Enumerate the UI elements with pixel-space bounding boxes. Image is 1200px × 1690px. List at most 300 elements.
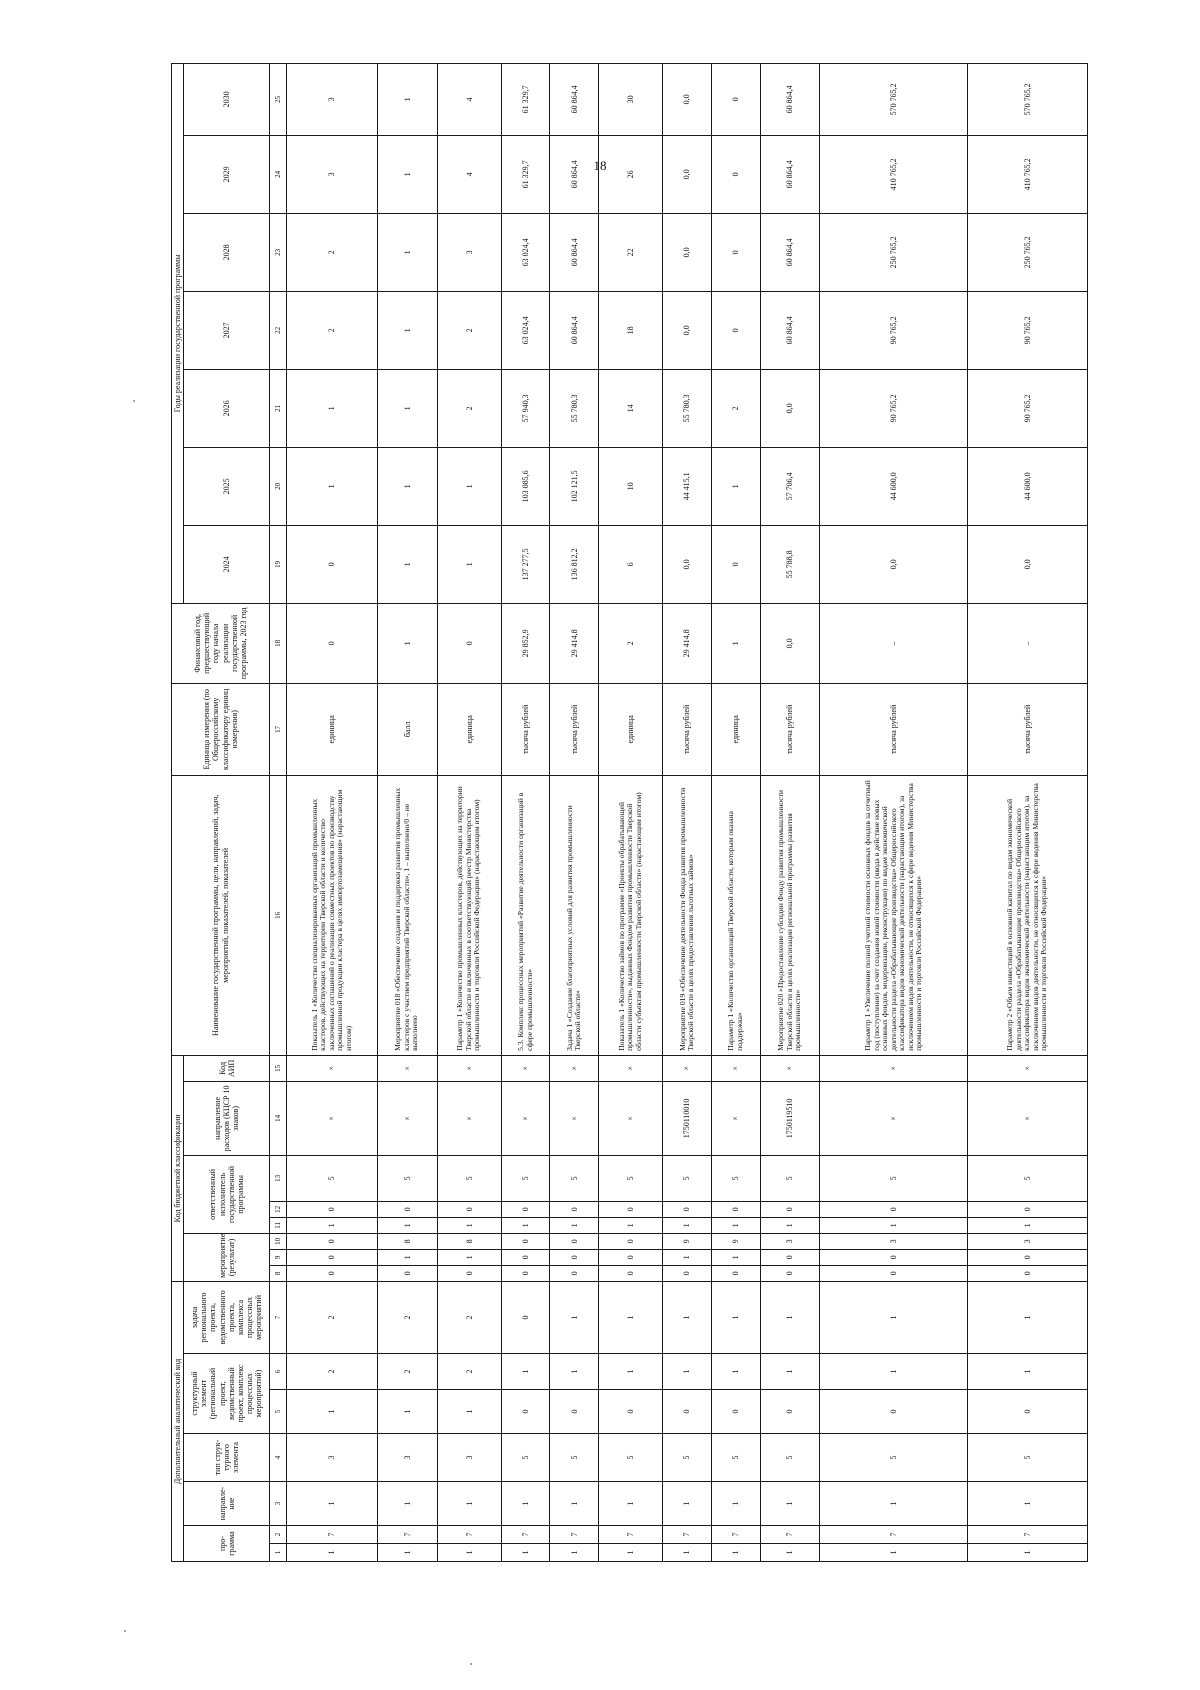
column-number: 13 [270, 1155, 287, 1201]
year-value: 0,0 [968, 525, 1088, 603]
code-cell: 1 [711, 1217, 760, 1233]
year-value: 1 [377, 447, 437, 525]
unit-cell: балл [377, 683, 437, 775]
code-cell: × [287, 1081, 378, 1155]
header-year: 2024 [184, 525, 270, 603]
code-cell: × [711, 1055, 760, 1081]
year-value: 44 415,1 [663, 447, 712, 525]
rotated-table [171, 83, 1088, 1562]
code-cell: 0 [599, 1265, 663, 1281]
year-value: 26 [599, 135, 663, 213]
year-value: 1 [437, 525, 501, 603]
column-number: 18 [270, 603, 287, 683]
column-number: 22 [270, 291, 287, 369]
header-year: 2025 [184, 447, 270, 525]
base-year-value: 0,0 [760, 603, 820, 683]
unit-cell: единица [711, 683, 760, 775]
year-value: 2 [287, 291, 378, 369]
code-cell: × [711, 1081, 760, 1155]
code-cell: 1 [377, 1217, 437, 1233]
table-body [287, 63, 1088, 1561]
code-cell: 0 [501, 1201, 550, 1217]
code-cell: 3 [968, 1233, 1088, 1249]
year-value: 0,0 [760, 369, 820, 447]
year-value: 2 [437, 291, 501, 369]
code-cell: 3 [760, 1233, 820, 1249]
code-cell: 0 [820, 1390, 968, 1434]
year-value: 136 812,2 [550, 525, 599, 603]
scan-speck [124, 1630, 126, 1632]
column-number: 15 [270, 1055, 287, 1081]
code-cell: × [663, 1055, 712, 1081]
table-row [437, 63, 501, 1561]
code-cell: 0 [501, 1390, 550, 1434]
year-value: 60 864,4 [760, 213, 820, 291]
code-cell: 1 [663, 1544, 712, 1562]
code-cell: 1 [968, 1544, 1088, 1562]
column-number: 24 [270, 135, 287, 213]
code-cell: 1 [550, 1354, 599, 1390]
code-cell: 5 [287, 1155, 378, 1201]
base-year-value: 29 414,8 [550, 603, 599, 683]
code-cell: 0 [501, 1249, 550, 1265]
base-year-value: 0 [287, 603, 378, 683]
table-row [760, 63, 820, 1561]
code-cell: 1 [760, 1482, 820, 1526]
code-cell: 3 [437, 1434, 501, 1482]
row-name: Задача 1 «Создание благоприятных условий для развития промышленности Тверской области» [550, 775, 599, 1055]
code-cell: 0 [599, 1390, 663, 1434]
code-cell: 0 [711, 1265, 760, 1281]
code-cell: 1 [711, 1249, 760, 1265]
year-value: 0,0 [663, 135, 712, 213]
year-value: 1 [711, 447, 760, 525]
code-cell: 0 [968, 1249, 1088, 1265]
header-year: 2027 [184, 291, 270, 369]
code-cell: 1 [820, 1217, 968, 1233]
column-numbers-row [270, 63, 287, 1561]
column-number: 4 [270, 1434, 287, 1482]
code-cell: 1750119510 [760, 1081, 820, 1155]
header-year: 2028 [184, 213, 270, 291]
header-direction: направле-ние [184, 1482, 270, 1526]
year-value: 2 [711, 369, 760, 447]
year-value: 1 [377, 291, 437, 369]
code-cell: 1 [437, 1217, 501, 1233]
code-cell: 1 [599, 1217, 663, 1233]
code-cell: 1 [599, 1482, 663, 1526]
column-number: 6 [270, 1354, 287, 1390]
column-number: 1 [270, 1544, 287, 1562]
row-name: Параметр 1 «Количество организаций Тверской области, которым оказана поддержка» [711, 775, 760, 1055]
table-row [663, 63, 712, 1561]
code-cell: × [550, 1055, 599, 1081]
unit-cell: тысяча рублей [820, 683, 968, 775]
code-cell: × [501, 1055, 550, 1081]
row-name: Параметр 2 «Объем инвестиций в основной капитал по видам экономической деятельности раздела «Обрабатывающие производства» Общероссийского классификатора видов экономической деятельности (нарастающим итогом), за исключением видов деятельности, не относящихся к сфере ведения Министерства промышленности и торговли Российской Федерации» [968, 775, 1088, 1055]
row-name: Мероприятие 020 «Предоставление субсидии Фонду развития промышленности Тверской области в целях реализации региональной программы развития промышленности» [760, 775, 820, 1055]
code-cell: 1 [550, 1544, 599, 1562]
year-value: 61 329,7 [501, 135, 550, 213]
code-cell: 2 [287, 1281, 378, 1353]
year-value: 103 085,6 [501, 447, 550, 525]
column-number: 23 [270, 213, 287, 291]
code-cell: 5 [550, 1155, 599, 1201]
code-cell: 3 [287, 1434, 378, 1482]
year-value: 2 [287, 213, 378, 291]
code-cell: 5 [663, 1155, 712, 1201]
scan-speck [470, 1663, 472, 1665]
code-cell: 5 [377, 1155, 437, 1201]
code-cell: 0 [820, 1249, 968, 1265]
row-name: Мероприятие 018 «Обеспечение создания и поддержки развития промышленных кластеров с участием предприятий Тверской области», 1 – выполнено/0 – не выполнено [377, 775, 437, 1055]
code-cell: 0 [550, 1201, 599, 1217]
code-cell: 1 [599, 1281, 663, 1353]
row-name: Параметр 1 «Увеличение полной учетной стоимости основных фондов за отчетный год (поступление) за счет создания новой стоимости (ввода в действие новых основных фондов, модернизации, реконструкции) по видам экономической деятельности раздела «Обрабатывающие производства» Общероссийского классификатора видов экономической деятельности (нарастающим итогом), за исключением видов деятельности, не относящихся к сфере ведения Министерства промышленности и торговли Российской Федерации» [820, 775, 968, 1055]
base-year-value: 0 [437, 603, 501, 683]
code-cell: 5 [437, 1155, 501, 1201]
code-cell: 1 [501, 1354, 550, 1390]
code-cell: × [437, 1081, 501, 1155]
year-value: 1 [377, 135, 437, 213]
code-cell: 0 [377, 1265, 437, 1281]
code-cell: 1 [663, 1354, 712, 1390]
code-cell: 5 [599, 1434, 663, 1482]
code-cell: 0 [287, 1233, 378, 1249]
table-row [550, 63, 599, 1561]
column-number: 21 [270, 369, 287, 447]
header-addl-code: Дополнительный аналитический код [172, 1281, 184, 1561]
row-name: 5.3. Комплекс процессных мероприятий «Развитие деятельности организаций в сфере промышленности» [501, 775, 550, 1055]
code-cell: 0 [760, 1201, 820, 1217]
code-cell: 0 [760, 1265, 820, 1281]
code-cell: 1 [550, 1281, 599, 1353]
year-value: 60 864,4 [760, 291, 820, 369]
year-value: 6 [599, 525, 663, 603]
column-number: 25 [270, 63, 287, 135]
table-head [172, 63, 287, 1561]
header-aip-code: Код АИП [184, 1055, 270, 1081]
year-value: 60 864,4 [550, 291, 599, 369]
year-value: 4 [437, 63, 501, 135]
column-number: 2 [270, 1526, 287, 1544]
year-value: 57 940,3 [501, 369, 550, 447]
header-unit: Единица измерения (по Общероссийскому классификатору единиц измерения) [172, 683, 270, 775]
code-cell: 7 [760, 1526, 820, 1544]
header-program: про-грамма [184, 1526, 270, 1562]
code-cell: × [968, 1081, 1088, 1155]
base-year-value: – [820, 603, 968, 683]
code-cell: × [820, 1081, 968, 1155]
code-cell: 1 [711, 1544, 760, 1562]
year-value: 90 765,2 [820, 291, 968, 369]
code-cell: 2 [437, 1354, 501, 1390]
base-year-value: 29 414,8 [663, 603, 712, 683]
code-cell: 5 [711, 1434, 760, 1482]
year-value: 0 [711, 135, 760, 213]
code-cell: 0 [599, 1201, 663, 1217]
code-cell: 5 [968, 1155, 1088, 1201]
code-cell: 1 [377, 1249, 437, 1265]
column-number: 17 [270, 683, 287, 775]
header-year: 2030 [184, 63, 270, 135]
year-value: 137 277,5 [501, 525, 550, 603]
code-cell: 5 [663, 1434, 712, 1482]
header-expense-direction: направление расходов (КЦСР 10 знаков) [184, 1081, 270, 1155]
year-value: 61 329,7 [501, 63, 550, 135]
header-year: 2029 [184, 135, 270, 213]
year-value: 1 [377, 525, 437, 603]
unit-cell: тысяча рублей [663, 683, 712, 775]
code-cell: 1 [711, 1354, 760, 1390]
table-row [377, 63, 437, 1561]
year-value: 60 864,4 [550, 63, 599, 135]
column-number: 20 [270, 447, 287, 525]
year-value: 60 864,4 [760, 135, 820, 213]
code-cell: × [287, 1055, 378, 1081]
base-year-value: 1 [377, 603, 437, 683]
code-cell: 0 [760, 1390, 820, 1434]
year-value: 570 765,2 [820, 63, 968, 135]
year-value: 1 [437, 447, 501, 525]
year-value: 0,0 [663, 63, 712, 135]
year-value: 1 [377, 369, 437, 447]
year-value: 1 [377, 213, 437, 291]
code-cell: 0 [968, 1390, 1088, 1434]
code-cell: 2 [377, 1354, 437, 1390]
code-cell: 1 [760, 1281, 820, 1353]
code-cell: 0 [820, 1265, 968, 1281]
code-cell: 0 [711, 1201, 760, 1217]
row-name: Показатель 1 «Количество займов по программе «Проекты обрабатывающей промышленности», выданных Фондом развития промышленности Тверской области субъектам промышленности Тверской области» (нарастающим итогом) [599, 775, 663, 1055]
base-year-value: – [968, 603, 1088, 683]
year-value: 250 765,2 [968, 213, 1088, 291]
year-value: 2 [437, 369, 501, 447]
code-cell: 7 [501, 1526, 550, 1544]
code-cell: × [377, 1055, 437, 1081]
year-value: 55 788,8 [760, 525, 820, 603]
code-cell: 7 [820, 1526, 968, 1544]
header-task: задача регионального проекта, ведомственного проекта, комплекса процессных мероприятий [184, 1281, 270, 1353]
code-cell: 1 [377, 1390, 437, 1434]
code-cell: 1 [599, 1544, 663, 1562]
code-cell: 7 [968, 1526, 1088, 1544]
year-value: 570 765,2 [968, 63, 1088, 135]
code-cell: 0 [711, 1390, 760, 1434]
code-cell: 5 [711, 1155, 760, 1201]
year-value: 63 024,4 [501, 291, 550, 369]
code-cell: 0 [968, 1265, 1088, 1281]
code-cell: 0 [550, 1249, 599, 1265]
code-cell: 0 [599, 1233, 663, 1249]
code-cell: 5 [501, 1155, 550, 1201]
code-cell: 1 [550, 1217, 599, 1233]
year-value: 14 [599, 369, 663, 447]
table-row [599, 63, 663, 1561]
code-cell: 0 [663, 1265, 712, 1281]
code-cell: 0 [820, 1201, 968, 1217]
code-cell: 0 [287, 1249, 378, 1265]
code-cell: 0 [599, 1249, 663, 1265]
base-year-value: 2 [599, 603, 663, 683]
code-cell: × [599, 1055, 663, 1081]
code-cell: 1 [287, 1544, 378, 1562]
year-value: 102 121,5 [550, 447, 599, 525]
table-row [711, 63, 760, 1561]
base-year-value: 1 [711, 603, 760, 683]
code-cell: 9 [711, 1233, 760, 1249]
code-cell: × [437, 1055, 501, 1081]
code-cell: 1 [437, 1482, 501, 1526]
header-name: Наименование государственной программы, цели, направлений, задач, мероприятий, показателей, показателей [172, 775, 270, 1055]
code-cell: 5 [968, 1434, 1088, 1482]
year-value: 250 765,2 [820, 213, 968, 291]
code-cell: 0 [287, 1201, 378, 1217]
code-cell: 1 [820, 1544, 968, 1562]
code-cell: 5 [501, 1434, 550, 1482]
code-cell: × [820, 1055, 968, 1081]
header-years-title: Годы реализации государственной программы [172, 63, 184, 603]
header-budget-code: Код бюджетной классификации [172, 1055, 184, 1281]
year-value: 0,0 [820, 525, 968, 603]
header-responsible: ответственный исполнитель государственной программы [184, 1155, 270, 1233]
code-cell: 1 [820, 1482, 968, 1526]
year-value: 0 [711, 63, 760, 135]
code-cell: 0 [550, 1390, 599, 1434]
code-cell: 1 [760, 1544, 820, 1562]
code-cell: 0 [437, 1201, 501, 1217]
year-value: 410 765,2 [968, 135, 1088, 213]
code-cell: 1 [287, 1482, 378, 1526]
column-number: 10 [270, 1233, 287, 1249]
unit-cell: тысяча рублей [550, 683, 599, 775]
year-value: 4 [437, 135, 501, 213]
year-value: 90 765,2 [968, 369, 1088, 447]
year-value: 18 [599, 291, 663, 369]
code-cell: 1 [663, 1482, 712, 1526]
code-cell: 3 [377, 1434, 437, 1482]
code-cell: 5 [760, 1434, 820, 1482]
code-cell: 7 [663, 1526, 712, 1544]
year-value: 3 [437, 213, 501, 291]
year-value: 55 780,3 [663, 369, 712, 447]
row-name: Показатель 1 «Количество специализированных организаций промышленных кластеров, действующих на территории Тверской области и количество заключенных соглашений о реализации совместных проектов по производству промышленной продукции кластера в целях импортозамещения» (нарастающим итогом) [287, 775, 378, 1055]
program-budget-table [171, 63, 1088, 1562]
year-value: 44 600,0 [968, 447, 1088, 525]
column-number: 14 [270, 1081, 287, 1155]
year-value: 0 [711, 291, 760, 369]
year-value: 410 765,2 [820, 135, 968, 213]
code-cell: 1 [820, 1354, 968, 1390]
year-value: 60 864,4 [550, 135, 599, 213]
code-cell: 5 [820, 1434, 968, 1482]
code-cell: 1 [599, 1354, 663, 1390]
column-number: 3 [270, 1482, 287, 1526]
code-cell: 1750110010 [663, 1081, 712, 1155]
code-cell: 1 [663, 1249, 712, 1265]
code-cell: 1 [760, 1217, 820, 1233]
unit-cell: тысяча рублей [501, 683, 550, 775]
unit-cell: тысяча рублей [760, 683, 820, 775]
code-cell: × [550, 1081, 599, 1155]
column-number: 9 [270, 1249, 287, 1265]
base-year-value: 29 852,9 [501, 603, 550, 683]
code-cell: 0 [968, 1201, 1088, 1217]
code-cell: × [501, 1081, 550, 1155]
code-cell: 1 [287, 1217, 378, 1233]
code-cell: 9 [663, 1233, 712, 1249]
year-value: 90 765,2 [968, 291, 1088, 369]
code-cell: 1 [820, 1281, 968, 1353]
code-cell: 7 [550, 1526, 599, 1544]
unit-cell: тысяча рублей [968, 683, 1088, 775]
code-cell: 0 [663, 1201, 712, 1217]
page-number: 18 [593, 158, 607, 173]
code-cell: 2 [437, 1281, 501, 1353]
code-cell: 5 [599, 1155, 663, 1201]
code-cell: 8 [437, 1233, 501, 1249]
code-cell: 0 [501, 1281, 550, 1353]
code-cell: 1 [501, 1544, 550, 1562]
year-value: 30 [599, 63, 663, 135]
year-value: 10 [599, 447, 663, 525]
code-cell: 1 [437, 1544, 501, 1562]
code-cell: 0 [550, 1265, 599, 1281]
code-cell: × [760, 1055, 820, 1081]
code-cell: 1 [501, 1217, 550, 1233]
code-cell: 7 [711, 1526, 760, 1544]
year-value: 0 [711, 213, 760, 291]
code-cell: 1 [550, 1482, 599, 1526]
header-year: 2026 [184, 369, 270, 447]
code-cell: 1 [711, 1482, 760, 1526]
header-base-year: Финансовый год, предшествующий году начала реализации государственной программы, 2023 год [172, 603, 270, 683]
code-cell: 1 [968, 1217, 1088, 1233]
code-cell: 1 [711, 1281, 760, 1353]
code-cell: 1 [968, 1281, 1088, 1353]
unit-cell: единица [599, 683, 663, 775]
rotated-table-frame [171, 83, 1088, 1562]
year-value: 0,0 [663, 213, 712, 291]
year-value: 0,0 [663, 291, 712, 369]
column-number: 11 [270, 1217, 287, 1233]
code-cell: 1 [968, 1354, 1088, 1390]
year-value: 57 706,4 [760, 447, 820, 525]
code-cell: 1 [968, 1482, 1088, 1526]
code-cell: 0 [663, 1390, 712, 1434]
code-cell: 3 [820, 1233, 968, 1249]
code-cell: 1 [377, 1482, 437, 1526]
unit-cell: единица [437, 683, 501, 775]
table-row [968, 63, 1088, 1561]
code-cell: 2 [287, 1354, 378, 1390]
year-value: 22 [599, 213, 663, 291]
year-value: 1 [287, 369, 378, 447]
column-number: 7 [270, 1281, 287, 1353]
code-cell: 1 [287, 1390, 378, 1434]
code-cell: 5 [550, 1434, 599, 1482]
code-cell: 8 [377, 1233, 437, 1249]
unit-cell: единица [287, 683, 378, 775]
year-value: 3 [287, 63, 378, 135]
code-cell: 0 [437, 1265, 501, 1281]
code-cell: 0 [287, 1265, 378, 1281]
column-number: 16 [270, 775, 287, 1055]
year-value: 0 [711, 525, 760, 603]
code-cell: × [599, 1081, 663, 1155]
code-cell: 1 [377, 1544, 437, 1562]
code-cell: 2 [377, 1281, 437, 1353]
